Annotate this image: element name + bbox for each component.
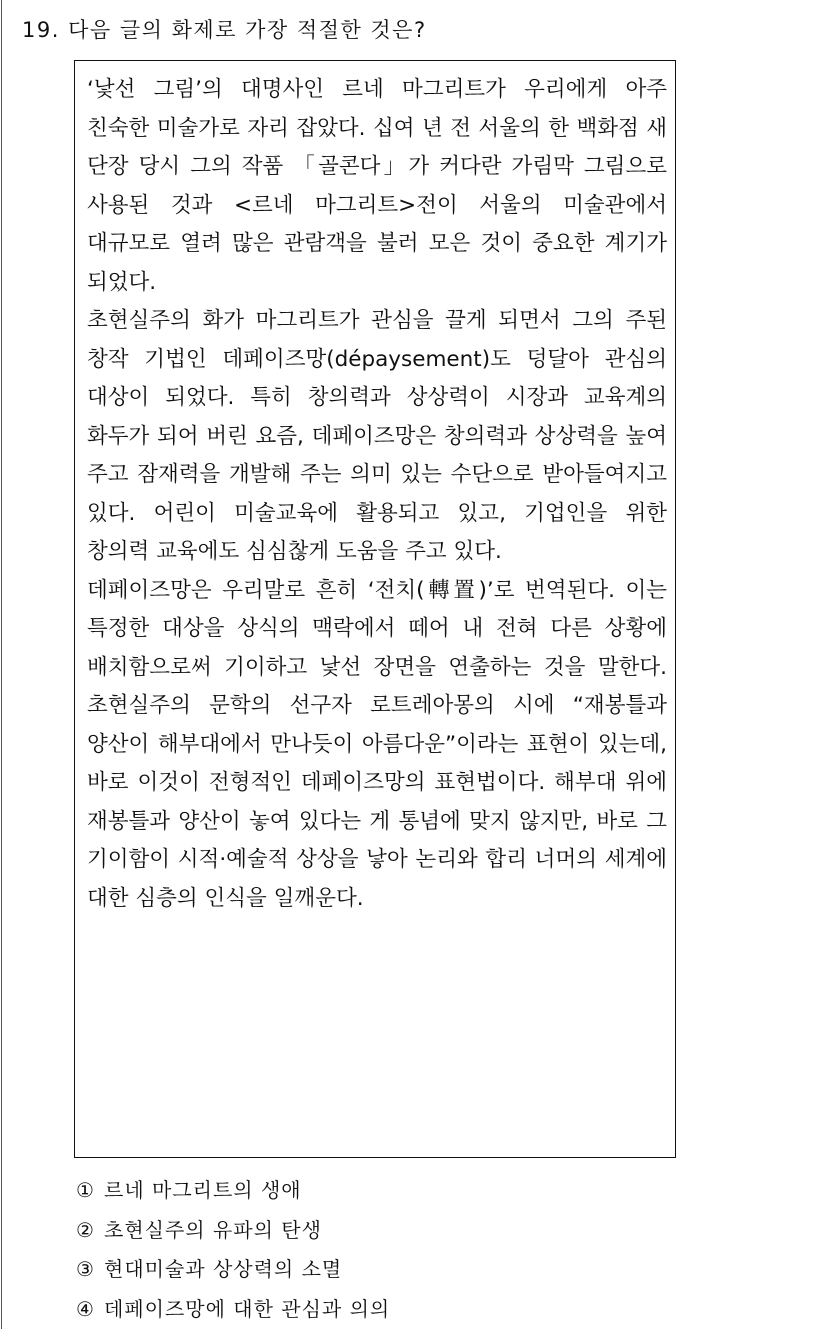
choice-3[interactable] [76, 1250, 390, 1290]
passage-paragraph-1: ‘낯선 그림’의 대명사인 르네 마그리트가 우리에게 아주 친숙한 미술가로 자리 잡았다. 십여 년 전 서울의 한 백화점 새 단장 당시 그의 작품 「골콘다」가 커다란 가림막 그림으로 사용된 것과 <르네 마그리트>전이 서울의 미술관에서 대규모로 열려 많은 관람객을 불러 모은 것이 중요한 계기가 되었다. [87, 77, 667, 295]
passage-paragraph-3: 데페이즈망은 우리말로 흔히 ‘전치(轉置)’로 번역된다. 이는 특정한 대상을 상식의 맥락에서 떼어 내 전혀 다른 상황에 배치함으로써 기이하고 낯선 장면을 연출하는 것을 말한다. 초현실주의 문학의 선구자 로트레아몽의 시에 “재봉틀과 양산이 해부대에서 만나듯이 아름다운”이라는 표현이 있는데, 바로 이것이 전형적인 데페이즈망의 표현법이다. 해부대 위에 재봉틀과 양산이 놓여 있다는 게 통념에 맞지 않지만, 바로 그 기이함이 시적·예술적 상상을 낳아 논리와 합리 너머의 세계에 대한 심층의 인식을 일깨운다. [87, 577, 667, 911]
question-stem [22, 10, 427, 50]
choice-text: 현대미술과 상상력의 소멸 [104, 1257, 343, 1281]
passage-paragraph-2: 초현실주의 화가 마그리트가 관심을 끌게 되면서 그의 주된 창작 기법인 데페이즈망(dépaysement)도 덩달아 관심의 대상이 되었다. 특히 창의력과 상상력이 시장과 교육계의 화두가 되어 버린 요즘, 데페이즈망은 창의력과 상상력을 높여 주고 잠재력을 개발해 주는 의미 있는 수단으로 받아들여지고 있다. 어린이 미술교육에 활용되고 있고, 기업인을 위한 창의력 교육에도 심심찮게 도움을 주고 있다. [87, 308, 667, 564]
passage-box [74, 60, 676, 1158]
choice-2[interactable] [76, 1211, 390, 1251]
choice-number: ② [76, 1217, 95, 1242]
choice-text: 초현실주의 유파의 탄생 [104, 1217, 322, 1242]
answer-choices [76, 1171, 390, 1329]
choice-number: ① [76, 1178, 95, 1202]
question-number: 19. [22, 18, 60, 42]
choice-number: ④ [76, 1296, 95, 1321]
choice-text: 르네 마그리트의 생애 [104, 1178, 302, 1202]
choice-1[interactable] [76, 1171, 390, 1211]
question-text: 다음 글의 화제로 가장 적절한 것은? [68, 18, 427, 42]
left-margin-rule [1, 0, 2, 1329]
choice-text: 데페이즈망에 대한 관심과 의의 [104, 1296, 391, 1321]
choice-4[interactable] [76, 1290, 390, 1329]
choice-number: ③ [76, 1257, 95, 1281]
